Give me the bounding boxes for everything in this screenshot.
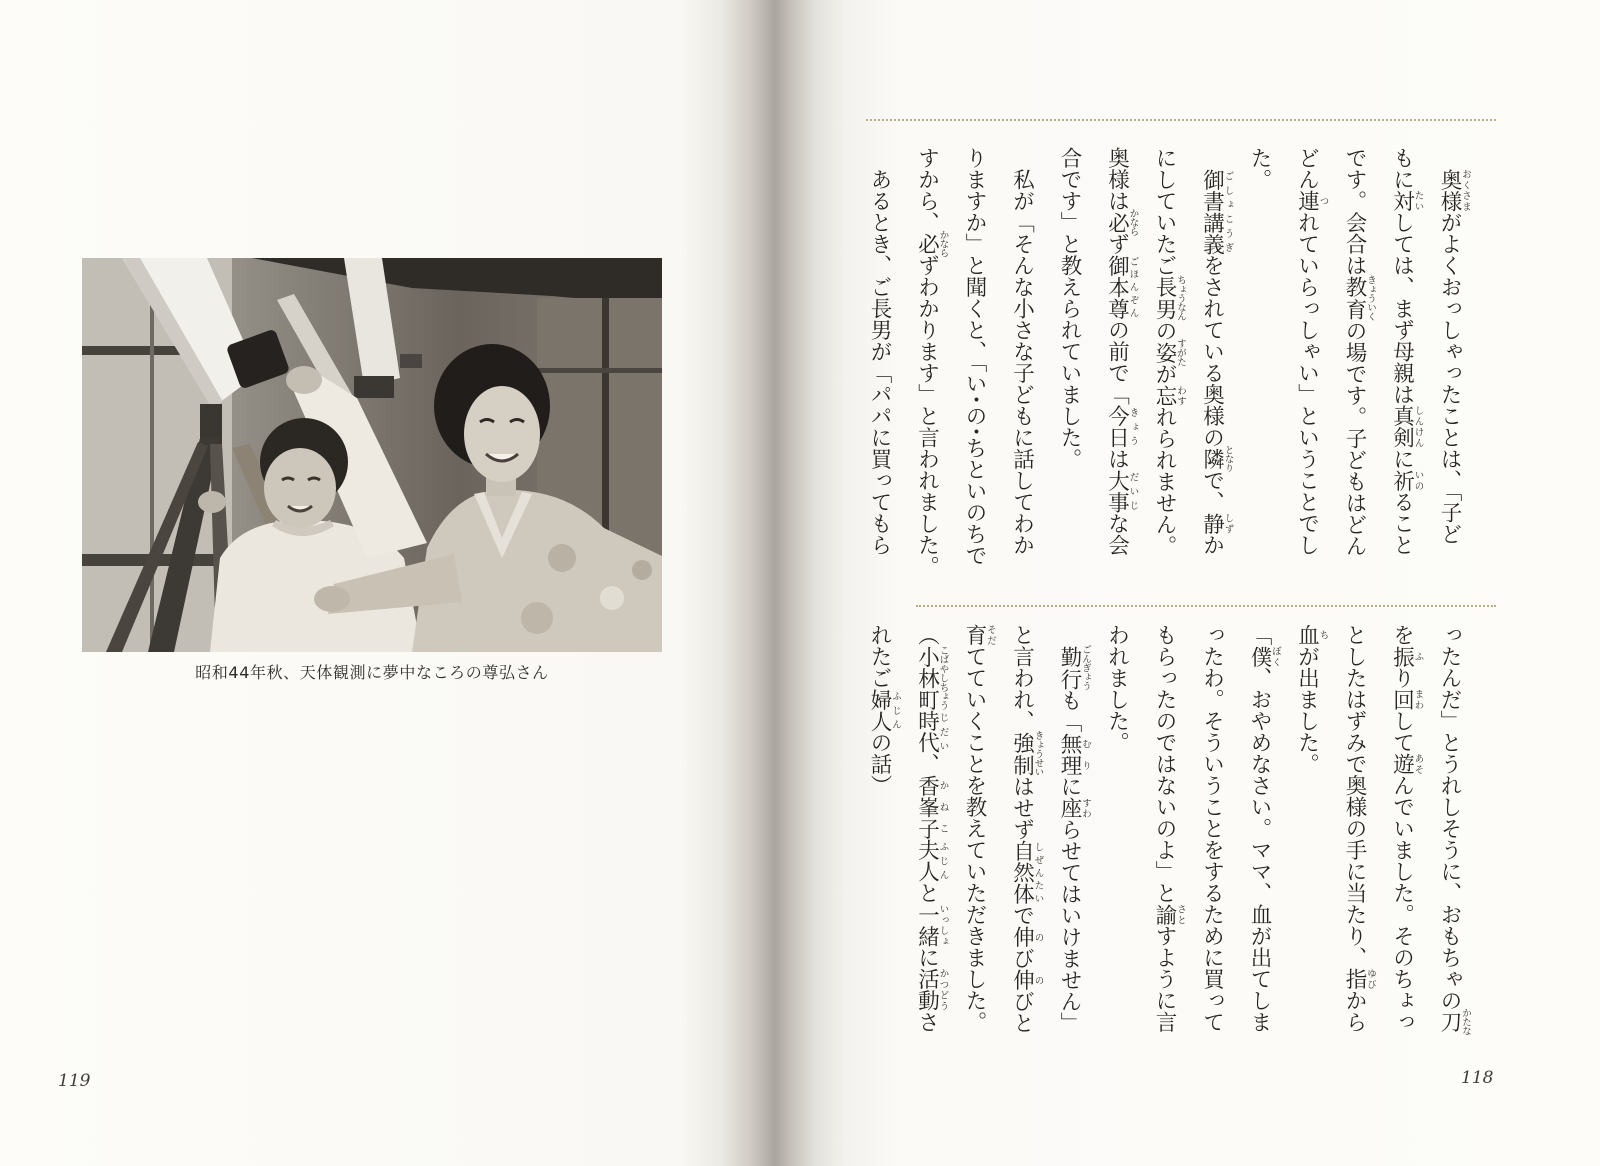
text-run: 奥様は: [1104, 147, 1130, 212]
text-section-lower: [855, 624, 1473, 1064]
text-column: [998, 147, 1046, 587]
text-run: ったわ。そういうことをするために買って: [1199, 624, 1225, 1033]
text-run: われました。: [1104, 624, 1130, 753]
ruby-word: [914, 645, 949, 711]
ruby-base: 指: [1342, 968, 1367, 990]
ruby-base: 血: [1294, 624, 1320, 646]
ruby-base: 必: [914, 230, 940, 258]
ruby-base: 対: [1389, 190, 1415, 212]
text-run: の話）: [867, 731, 892, 796]
ruby-reading: しず: [1222, 512, 1234, 534]
ruby-word: [1437, 168, 1471, 212]
ruby-reading: ごんぎょう: [1080, 644, 1091, 691]
ruby-base: 強制: [1009, 730, 1035, 777]
text-run: な会: [1104, 512, 1130, 556]
text-column: [1283, 624, 1331, 1064]
ruby-word: [1294, 190, 1329, 212]
ruby-base: 今日: [1104, 405, 1130, 448]
ruby-reading: しんけん: [1412, 405, 1424, 448]
text-column: [1188, 624, 1236, 1064]
window-mullion: [150, 258, 154, 652]
page-number: 118: [1461, 1068, 1494, 1088]
section-divider: [866, 119, 1496, 121]
ruby-word: [1389, 469, 1424, 492]
ruby-base: 奥様: [1437, 168, 1462, 212]
ruby-word: [1247, 645, 1281, 668]
page-number: 119: [58, 1071, 91, 1091]
text-run: （: [914, 624, 940, 646]
ruby-word: [1152, 275, 1186, 321]
section-divider: [916, 605, 1496, 607]
ruby-reading: ちょうなん: [1175, 275, 1186, 321]
text-run: れられません。: [1152, 406, 1177, 557]
ruby-word: [1009, 969, 1044, 991]
text-run: が: [1152, 363, 1177, 385]
photo: [82, 258, 662, 652]
ruby-base: 活動: [914, 968, 940, 1011]
ruby-word: [1104, 405, 1139, 448]
text-run: り: [1389, 667, 1415, 689]
ruby-word: [914, 230, 949, 258]
text-column: [1236, 624, 1284, 1064]
ruby-reading: ふじん: [890, 688, 901, 732]
text-run: が出ました。: [1294, 645, 1320, 775]
ruby-base: 婦人: [867, 688, 892, 732]
ruby-reading: おくさま: [1460, 168, 1471, 212]
telescope-photo: [82, 258, 662, 652]
text-column: [1046, 624, 1094, 1064]
ruby-reading: ごしょこうぎ: [1222, 168, 1234, 255]
ruby-base: 一緒: [914, 903, 940, 947]
ruby-word: [914, 903, 949, 947]
ruby-reading: すわ: [1080, 797, 1091, 819]
text-run: りますか」と聞くと、「い: [962, 147, 987, 395]
text-run: に: [1389, 448, 1415, 470]
text-column: [1093, 147, 1141, 587]
ruby-reading: かたな: [1460, 1008, 1471, 1036]
text-column: [856, 147, 904, 587]
woman-face: [464, 386, 540, 482]
text-run: です。会合は: [1342, 147, 1367, 276]
child-face: [264, 448, 336, 528]
kimono-pattern: [521, 602, 553, 634]
ruby-word: [1009, 840, 1044, 905]
text-column: [903, 624, 951, 1064]
ruby-word: [1057, 732, 1091, 776]
text-run: しては、まず母親は: [1389, 211, 1415, 405]
text-run: 合です」と教えられていました。: [1057, 147, 1082, 470]
text-run: はせず: [1009, 775, 1035, 841]
telescope-knob: [400, 354, 422, 368]
text-run: ったんだ」とうれしそうに、おもちゃの: [1437, 624, 1462, 1011]
ruby-reading: わす: [1175, 384, 1186, 407]
ruby-base: 刀: [1437, 1008, 1462, 1036]
text-run: てていくことを教えていただきました。: [962, 645, 987, 1033]
ruby-word: [867, 688, 901, 732]
text-column: [1378, 624, 1426, 1064]
ruby-word: [1294, 624, 1329, 646]
ruby-word: [1152, 903, 1186, 926]
text-run: の: [962, 405, 987, 427]
ruby-word: [1057, 797, 1091, 819]
text-column: [1046, 147, 1094, 587]
text-run: ず: [1104, 233, 1130, 255]
text-run: がよくおっしゃったことは、「子ど: [1437, 211, 1462, 545]
text-run: [1200, 147, 1225, 169]
text-run: れたご: [867, 624, 892, 689]
ruby-word: [1389, 405, 1424, 448]
ruby-word: [1342, 968, 1376, 990]
ruby-reading: だいじ: [1127, 469, 1139, 513]
text-run: と: [914, 882, 940, 904]
kimono-pattern: [548, 544, 576, 572]
ruby-base: 連: [1294, 190, 1320, 212]
ruby-word: [914, 774, 949, 840]
text-run: もに: [1389, 147, 1415, 190]
text-run: た。: [1247, 147, 1272, 190]
text-run: ること: [1389, 491, 1415, 556]
text-run: を: [1389, 624, 1415, 646]
ruby-word: [1152, 384, 1186, 407]
ruby-base: 長男: [1152, 275, 1177, 321]
ruby-word: [1104, 254, 1139, 320]
text-run: の: [1152, 320, 1177, 342]
ruby-base: 静: [1199, 512, 1225, 534]
text-run: は: [1104, 448, 1130, 470]
ruby-word: [1152, 338, 1186, 367]
ruby-base: 無理: [1057, 732, 1082, 776]
ruby-base: 夫人: [914, 839, 940, 882]
text-run: らせてはいけません」: [1057, 818, 1082, 1034]
ruby-base: 諭: [1152, 903, 1177, 925]
text-column: [856, 624, 904, 1064]
text-run: もらったのではないのよ」と: [1152, 624, 1177, 904]
ruby-word: [1389, 190, 1424, 212]
text-run: れていらっしゃい」ということでし: [1294, 211, 1320, 556]
ruby-base: 回: [1389, 688, 1415, 710]
text-run: んでいました。そのちょっ: [1389, 774, 1415, 1033]
ruby-reading: あそ: [1412, 753, 1424, 775]
ruby-reading: ぼく: [1270, 645, 1281, 667]
child-hand: [286, 366, 322, 394]
ruby-reading: むり: [1080, 732, 1091, 776]
ruby-word: [914, 710, 949, 753]
ruby-base: 遊: [1389, 753, 1415, 775]
ruby-reading: たい: [1412, 190, 1424, 212]
ruby-base: 姿: [1152, 338, 1177, 367]
text-run: で: [1009, 904, 1035, 927]
child-lower-hand: [198, 491, 226, 513]
ruby-reading: かつどう: [937, 968, 949, 1011]
text-run: から: [1342, 989, 1367, 1033]
text-run: 私が「そんな小さな子どもに話してわか: [1009, 147, 1035, 556]
ruby-reading: しぜんたい: [1032, 840, 1044, 905]
ruby-reading: さと: [1175, 903, 1186, 925]
text-run: さ: [914, 1011, 940, 1033]
ruby-base: 大事: [1104, 469, 1130, 513]
text-column: [1331, 624, 1379, 1064]
ruby-base: 祈: [1389, 469, 1415, 491]
ruby-base: 御書講義: [1199, 168, 1225, 255]
text-run: すから、: [914, 147, 940, 233]
ruby-word: [914, 839, 949, 882]
ruby-reading: ふ: [1412, 645, 1424, 667]
ruby-reading: すがた: [1175, 338, 1186, 367]
ruby-base: 香峯子: [914, 774, 940, 839]
ruby-base: 伸: [1009, 926, 1035, 948]
ruby-base: 小林町: [914, 645, 940, 710]
kimono-pattern: [632, 560, 652, 580]
ruby-base: 忘: [1152, 384, 1177, 407]
text-run: [1437, 147, 1462, 169]
text-column: [1141, 624, 1189, 1064]
ruby-reading: こばやしちょう: [937, 645, 949, 710]
telescope-mount: [354, 376, 394, 398]
ruby-word: [1389, 688, 1424, 711]
ruby-word: [1389, 645, 1424, 668]
text-run: して: [1389, 710, 1415, 753]
ruby-base: 伸: [1009, 969, 1035, 991]
ruby-reading: かねこ: [937, 774, 949, 839]
ruby-reading: の: [1032, 926, 1044, 948]
ruby-reading: かなら: [937, 230, 949, 258]
text-column: [998, 624, 1046, 1064]
ruby-reading: ふじん: [937, 839, 949, 882]
ruby-base: 隣: [1199, 445, 1225, 473]
ruby-base: 必: [1104, 208, 1130, 236]
text-run: び: [1009, 947, 1035, 970]
text-run: にしていたご: [1152, 147, 1177, 276]
middle-dot: ・: [962, 388, 987, 411]
text-run: [1057, 624, 1082, 646]
ruby-word: [1199, 445, 1234, 473]
ruby-word: [1057, 644, 1091, 691]
ruby-reading: ごほんぞん: [1127, 254, 1139, 319]
text-column: [951, 624, 999, 1064]
text-run: ちといのちで: [962, 437, 987, 567]
ruby-reading: つ: [1317, 190, 1329, 212]
text-column: [1236, 147, 1284, 587]
ruby-reading: きょうせい: [1032, 730, 1044, 777]
text-column: [1426, 147, 1474, 587]
ruby-word: [1342, 275, 1376, 321]
text-run: 、おやめなさい。ママ、血が出てしま: [1247, 667, 1272, 1033]
ruby-word: [962, 624, 996, 646]
text-run: か: [1199, 534, 1225, 556]
ruby-reading: となり: [1222, 445, 1234, 473]
text-column: [1093, 624, 1141, 1064]
text-column: [1378, 147, 1426, 587]
text-run: の前で「: [1104, 319, 1130, 405]
ruby-word: [1199, 168, 1234, 255]
child-mouth: [288, 506, 312, 511]
ruby-base: 座: [1057, 797, 1082, 819]
ruby-reading: かなら: [1127, 208, 1139, 236]
wall-rail: [537, 368, 662, 373]
ruby-base: 勤行: [1057, 644, 1082, 691]
ruby-reading: の: [1032, 969, 1044, 991]
text-run: に: [914, 946, 940, 968]
ruby-word: [1009, 926, 1044, 948]
ruby-reading: ゆび: [1365, 968, 1376, 990]
text-run: びと: [1009, 990, 1035, 1034]
ruby-reading: じだい: [937, 710, 949, 753]
text-run: 「: [1247, 624, 1272, 646]
ruby-word: [1199, 512, 1234, 535]
text-run: ずわかります」と言われました。: [914, 254, 940, 577]
ruby-base: 振: [1389, 645, 1415, 667]
ruby-base: 自然体: [1009, 840, 1035, 905]
text-column: [1426, 624, 1474, 1064]
ruby-word: [1009, 730, 1044, 777]
text-run: すように言: [1152, 925, 1177, 1033]
text-column: [903, 147, 951, 587]
ruby-reading: いっしょ: [937, 903, 949, 947]
ruby-base: 育: [962, 624, 987, 646]
ruby-word: [1104, 469, 1139, 513]
text-column: [1188, 147, 1236, 587]
ruby-base: 御本尊: [1104, 254, 1130, 319]
ruby-reading: そだ: [985, 624, 996, 646]
text-run: で、: [1199, 469, 1225, 513]
ruby-base: 時代: [914, 710, 940, 753]
text-run: 、: [914, 753, 940, 775]
text-run: としたはずみで奥様の手に当たり、: [1342, 624, 1367, 968]
text-run: に: [1057, 775, 1082, 798]
text-section-upper: [855, 147, 1473, 587]
left-page: [0, 0, 790, 1166]
ruby-base: 真剣: [1389, 405, 1415, 448]
text-column: [1283, 147, 1331, 587]
ruby-word: [1389, 753, 1424, 775]
ruby-word: [1104, 208, 1139, 236]
text-run: あるとき、ご長男が「パパに買ってもら: [867, 147, 892, 556]
text-column: [1141, 147, 1189, 587]
text-run: と言われ、: [1009, 624, 1035, 732]
photo-caption: 昭和44年秋、天体観測に夢中なころの尊弘さん: [195, 663, 549, 682]
ruby-base: 僕: [1247, 645, 1272, 667]
text-run: も「: [1057, 689, 1082, 733]
text-run: どん: [1294, 147, 1320, 190]
ruby-reading: いの: [1412, 469, 1424, 491]
ruby-reading: まわ: [1412, 688, 1424, 710]
ruby-reading: きょういく: [1365, 275, 1376, 321]
ruby-word: [1437, 1008, 1471, 1036]
middle-dot: ・: [962, 421, 987, 443]
ruby-word: [914, 968, 949, 1011]
text-run: の場です。子どもはどん: [1342, 320, 1367, 557]
woman-hand: [314, 586, 350, 612]
text-run: をされている奥様の: [1199, 254, 1225, 448]
ruby-base: 教育: [1342, 275, 1367, 321]
text-column: [1331, 147, 1379, 587]
kimono-pattern: [600, 586, 624, 610]
ruby-reading: きょう: [1127, 405, 1139, 448]
ruby-reading: ち: [1317, 624, 1329, 646]
text-column: [951, 147, 999, 587]
